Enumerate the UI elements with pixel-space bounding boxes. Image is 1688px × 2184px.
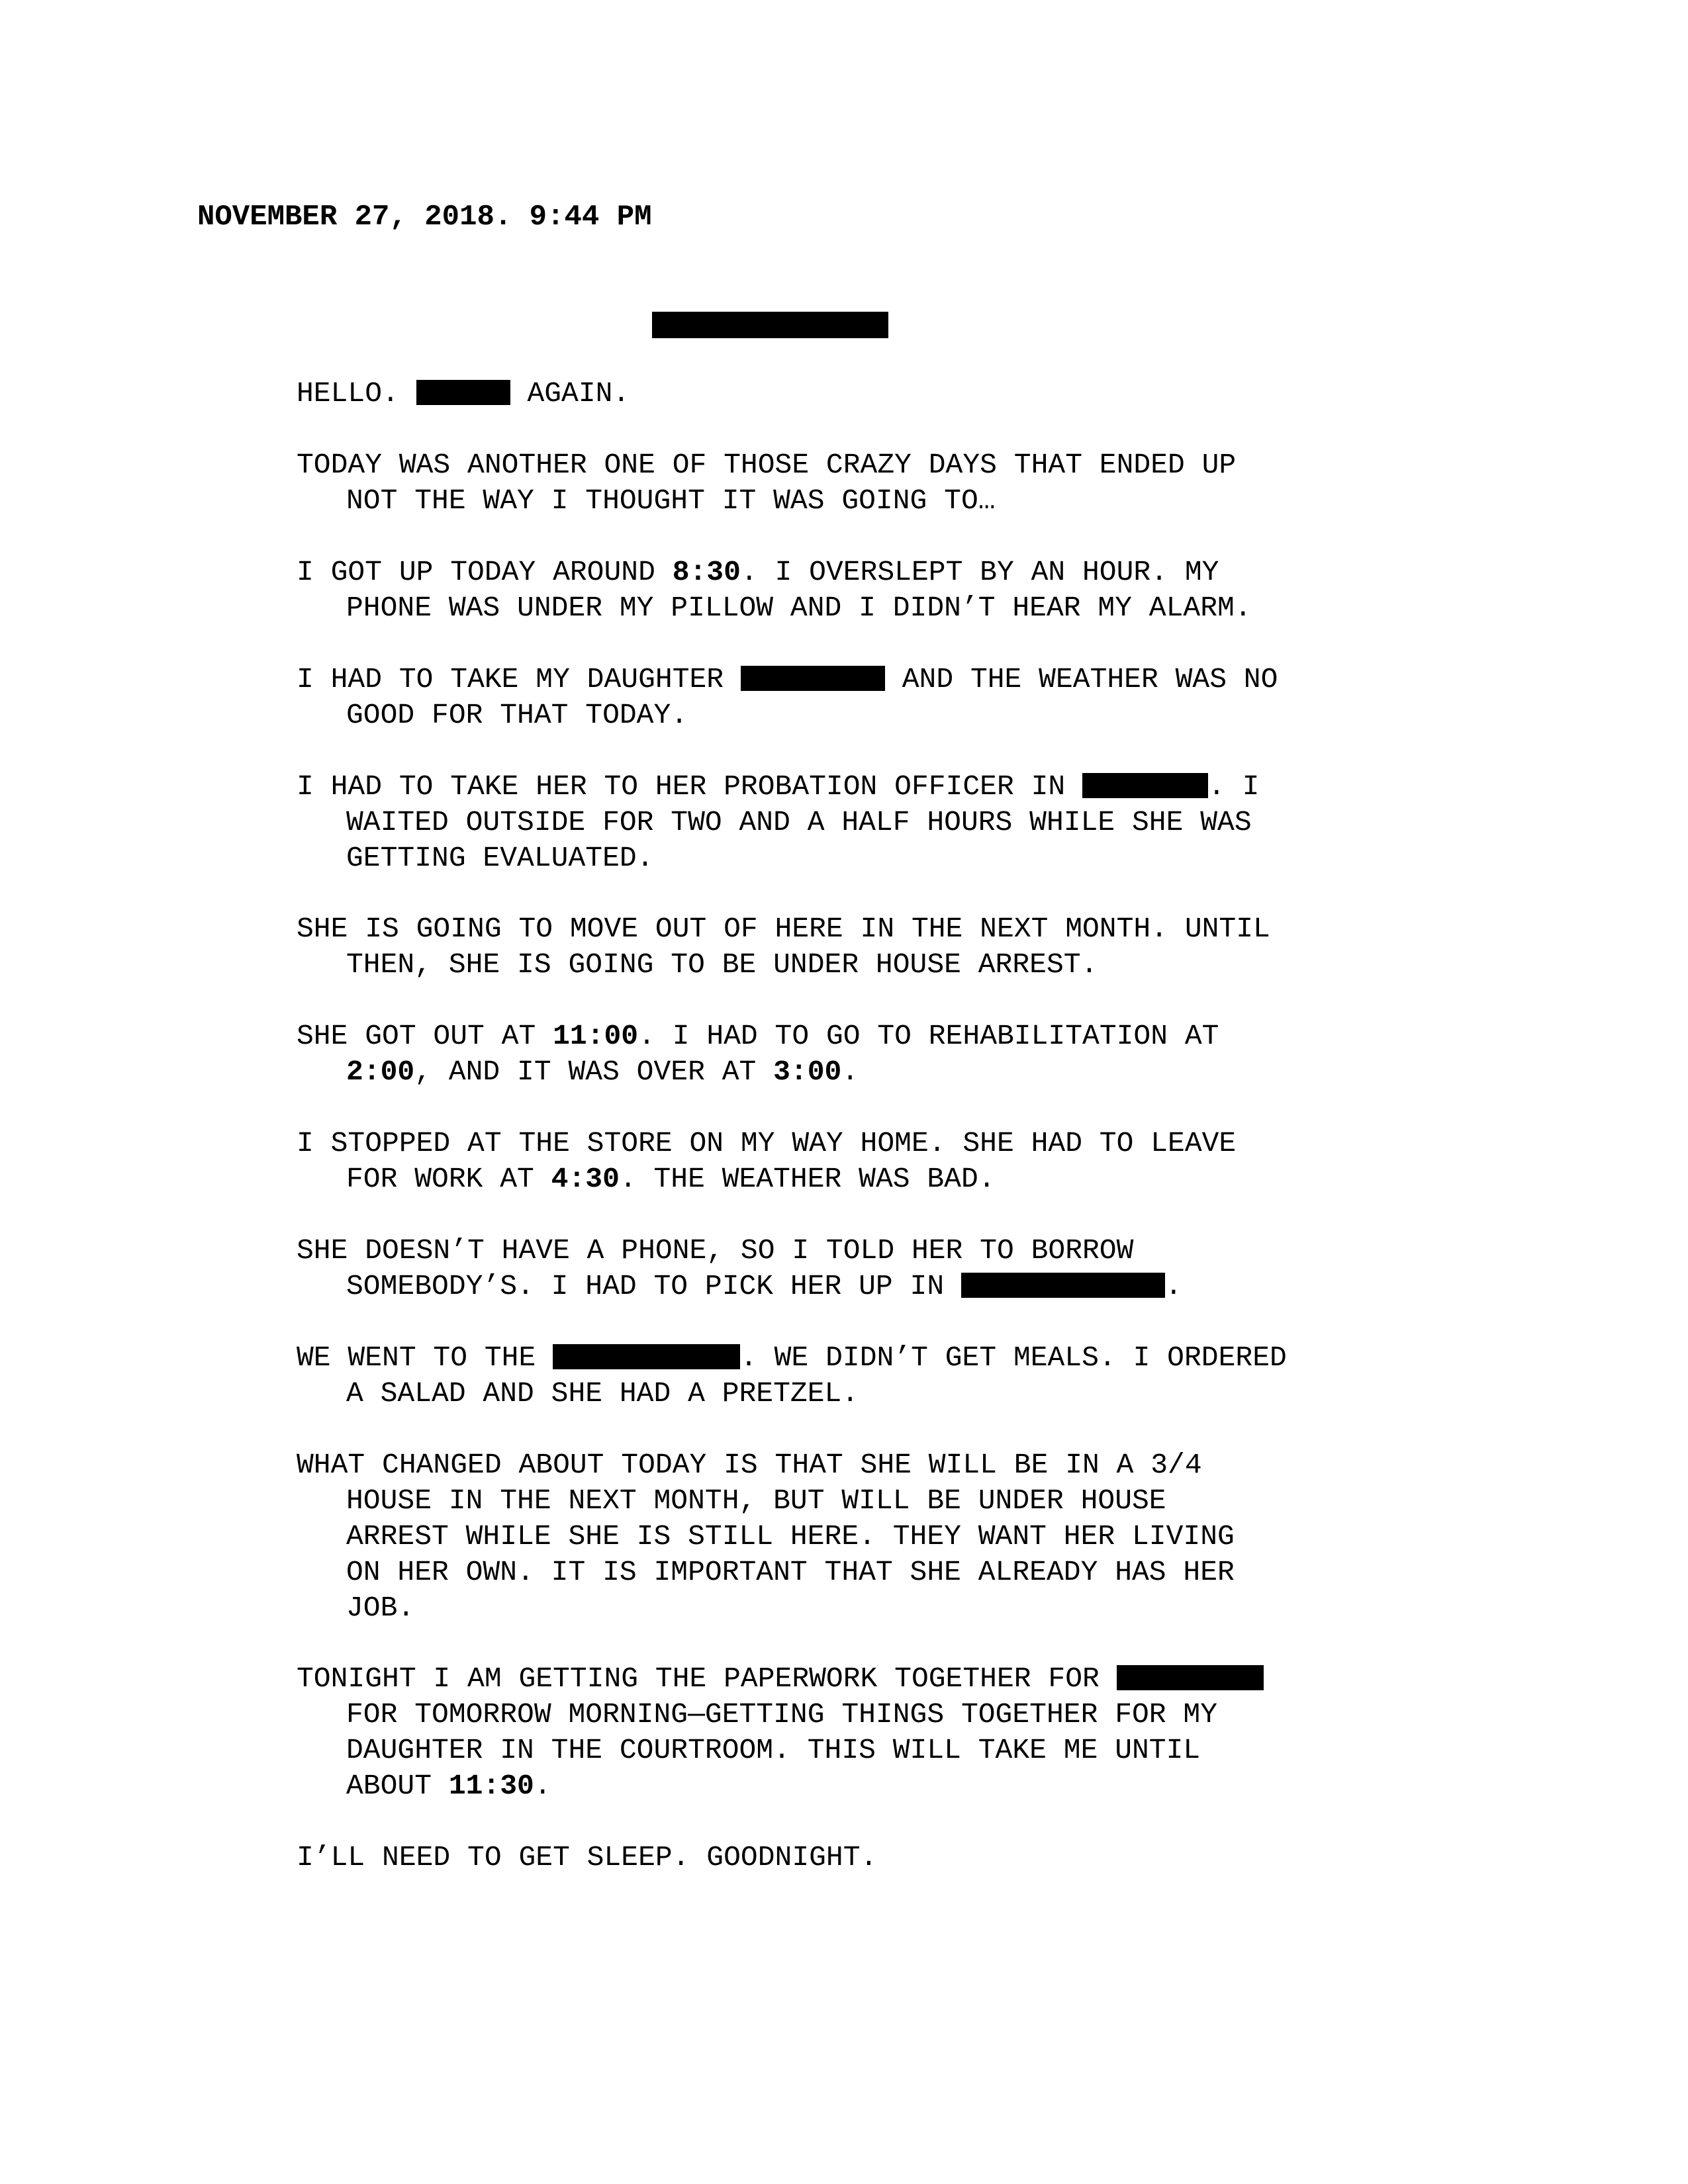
paragraph-line — [297, 769, 1369, 805]
text-span: I GOT UP TODAY AROUND — [297, 556, 673, 588]
paragraph-line: NOT THE WAY I THOUGHT IT WAS GOING TO… — [346, 484, 996, 517]
paragraph-line: SHE DOESN’T HAVE A PHONE, SO I TOLD HER TO BORROW — [297, 1234, 1134, 1267]
closing-line: I’LL NEED TO GET SLEEP. GOODNIGHT. — [297, 1841, 878, 1874]
paragraph-1 — [297, 447, 1369, 519]
paragraph-6 — [297, 1019, 1369, 1090]
entry-dateline: NOVEMBER 27, 2018. 9:44 PM — [197, 201, 652, 234]
paragraph-line: A SALAD AND SHE HAD A PRETZEL. — [346, 1377, 859, 1410]
greeting-text: AGAIN. — [527, 377, 630, 410]
time-bold: 4:30 — [551, 1163, 620, 1195]
time-bold: 11:30 — [448, 1770, 534, 1802]
redacted-title — [652, 312, 888, 338]
paragraph-line — [297, 662, 1369, 698]
text-span: . — [534, 1770, 551, 1802]
paragraph-line: FOR TOMORROW MORNING—GETTING THINGS TOGETHER FOR MY — [346, 1698, 1218, 1731]
paragraph-line: WAITED OUTSIDE FOR TWO AND A HALF HOURS WHILE SHE WAS — [346, 806, 1252, 839]
redaction-bar — [553, 1344, 740, 1369]
paragraph-line: HOUSE IN THE NEXT MONTH, BUT WILL BE UNDER HOUSE — [346, 1484, 1166, 1517]
time-bold: 11:00 — [553, 1020, 639, 1052]
paragraph-11 — [297, 1661, 1369, 1804]
text-span: , AND IT WAS OVER AT — [414, 1056, 774, 1088]
text-span: . THE WEATHER WAS BAD. — [619, 1163, 996, 1195]
text-span: . I — [1208, 770, 1260, 803]
paragraph-line: GOOD FOR THAT TODAY. — [346, 699, 688, 731]
text-span: . I OVERSLEPT BY AN HOUR. MY — [740, 556, 1219, 588]
paragraph-line: ARREST WHILE SHE IS STILL HERE. THEY WANT HER LIVING — [346, 1520, 1235, 1553]
time-bold: 8:30 — [672, 556, 741, 588]
paragraph-3 — [297, 662, 1369, 733]
paragraph-4 — [297, 769, 1369, 876]
greeting-text: HELLO. — [297, 377, 399, 410]
text-span: I HAD TO TAKE MY DAUGHTER — [297, 663, 741, 696]
redaction-bar — [1082, 773, 1208, 798]
text-span: TONIGHT I AM GETTING THE PAPERWORK TOGETHER FOR — [297, 1662, 1117, 1695]
paragraph-line — [297, 1269, 1369, 1304]
paragraph-line — [297, 1054, 1369, 1090]
text-span: . I HAD TO GO TO REHABILITATION AT — [638, 1020, 1219, 1052]
text-span: I HAD TO TAKE HER TO HER PROBATION OFFICER IN — [297, 770, 1082, 803]
paragraph-line — [297, 1768, 1369, 1804]
paragraph-line: THEN, SHE IS GOING TO BE UNDER HOUSE ARREST. — [346, 948, 1098, 981]
paragraph-line — [297, 555, 1369, 590]
closing-paragraph — [297, 1840, 1369, 1876]
paragraph-7 — [297, 1126, 1369, 1197]
text-span: WE WENT TO THE — [297, 1342, 553, 1374]
paragraph-line: GETTING EVALUATED. — [346, 842, 654, 874]
redaction-bar — [961, 1273, 1165, 1298]
paragraph-line — [297, 1340, 1369, 1376]
paragraph-line — [297, 1661, 1369, 1697]
paragraph-line: I STOPPED AT THE STORE ON MY WAY HOME. SHE HAD TO LEAVE — [297, 1127, 1237, 1160]
paragraph-line: JOB. — [346, 1592, 415, 1624]
paragraph-9 — [297, 1340, 1369, 1412]
redaction-bar — [416, 380, 510, 405]
paragraph-10 — [297, 1447, 1369, 1626]
greeting-paragraph — [297, 376, 1369, 412]
redaction-bar — [741, 666, 885, 691]
paragraph-line: WHAT CHANGED ABOUT TODAY IS THAT SHE WILL BE IN A 3/4 — [297, 1449, 1202, 1481]
time-bold: 3:00 — [773, 1056, 842, 1088]
redaction-bar — [1117, 1665, 1264, 1690]
paragraph-5 — [297, 911, 1369, 983]
text-span: SOMEBODY’S. I HAD TO PICK HER UP IN — [346, 1270, 961, 1302]
time-bold: 2:00 — [346, 1056, 415, 1088]
paragraph-line: TODAY WAS ANOTHER ONE OF THOSE CRAZY DAYS THAT ENDED UP — [297, 449, 1237, 481]
paragraph-2 — [297, 555, 1369, 626]
paragraph-line: SHE IS GOING TO MOVE OUT OF HERE IN THE NEXT MONTH. UNTIL — [297, 913, 1270, 945]
text-span: SHE GOT OUT AT — [297, 1020, 553, 1052]
paragraph-8 — [297, 1233, 1369, 1304]
text-span: . — [1164, 1270, 1182, 1302]
paragraph-line — [297, 1019, 1369, 1054]
paragraph-line — [297, 1161, 1369, 1197]
paragraph-line: ON HER OWN. IT IS IMPORTANT THAT SHE ALREADY HAS HER — [346, 1556, 1235, 1588]
text-span: FOR WORK AT — [346, 1163, 551, 1195]
text-span: . — [841, 1056, 859, 1088]
text-span: AND THE WEATHER WAS NO — [884, 663, 1278, 696]
paragraph-line: PHONE WAS UNDER MY PILLOW AND I DIDN’T HEAR MY ALARM. — [346, 592, 1252, 624]
text-span: ABOUT — [346, 1770, 449, 1802]
greeting-line — [297, 376, 1369, 412]
text-span: . WE DIDN’T GET MEALS. I ORDERED — [740, 1342, 1287, 1374]
paragraph-line: DAUGHTER IN THE COURTROOM. THIS WILL TAKE ME UNTIL — [346, 1734, 1201, 1766]
